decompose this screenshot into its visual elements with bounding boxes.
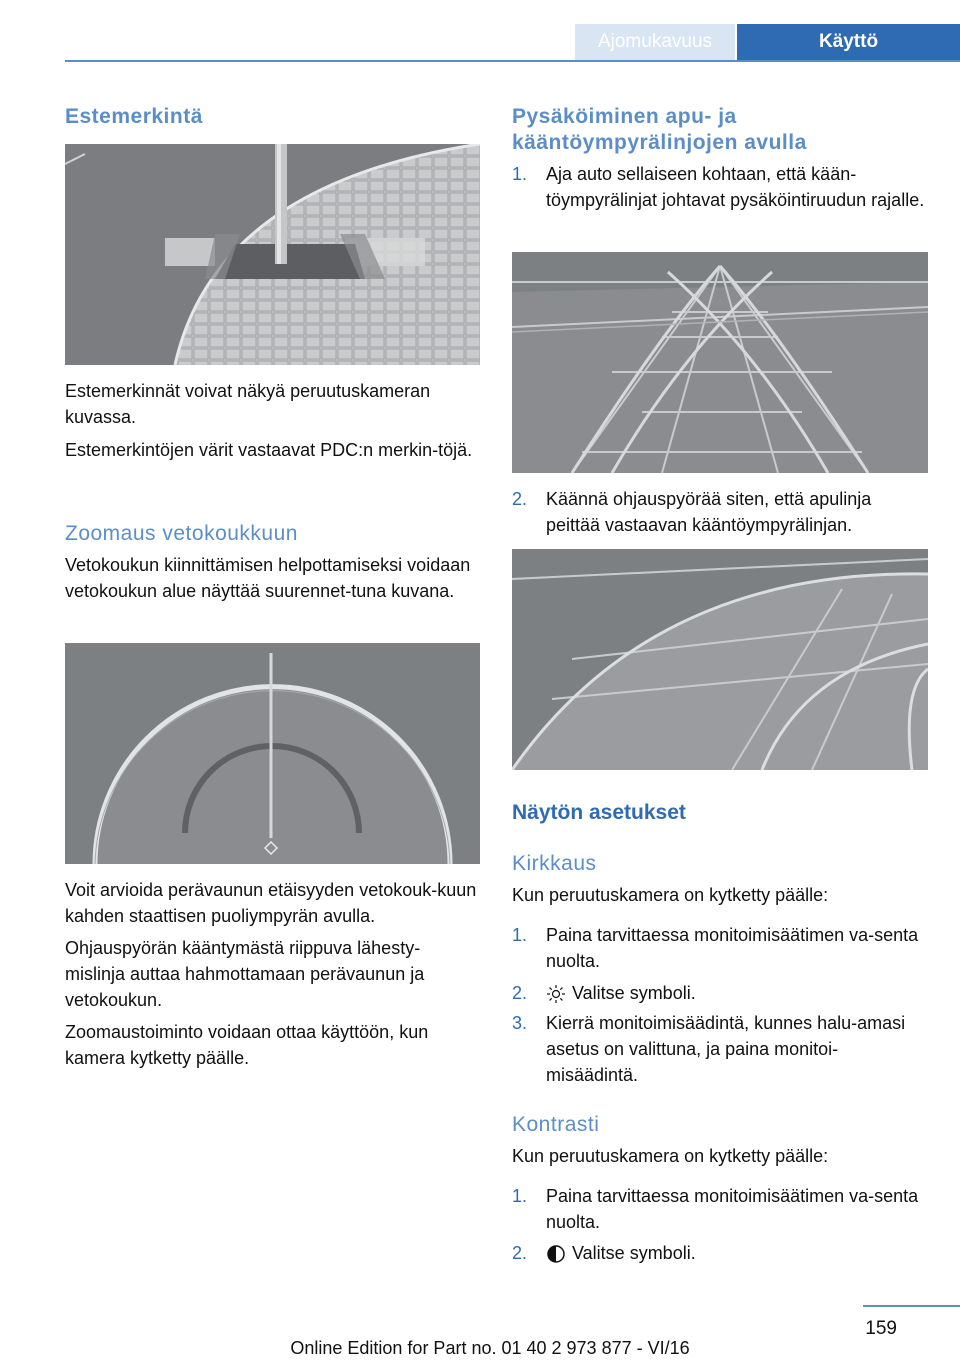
step-2-number: 2. [512, 489, 528, 509]
contrast-step-1 [512, 1183, 928, 1238]
paragraph-5: Ohjauspyörän kääntymästä riippuva lähesty‐mislinja auttaa hahmottamaan perävaunun ja vetokoukun. [65, 938, 425, 1010]
brightness-step-3-text: Kierrä monitoimisäädintä, kunnes halu‐amasi asetus on valittuna, ja paina monitoi‐misäädintä. [546, 1013, 906, 1085]
contrast-intro: Kun peruutuskamera on kytketty päälle: [512, 1146, 829, 1166]
paragraph-2: Estemerkintöjen värit vastaavat PDC:n merkin‐töjä. [65, 440, 473, 460]
obstacle-marking-heading: Estemerkintä [65, 105, 203, 128]
paragraph-4: Voit arvioida perävaunun etäisyyden vetokouk‐kuun kahden staattisen puoliympyrän avulla. [65, 880, 477, 926]
page-number: 159 [865, 1318, 897, 1339]
footer-rule [863, 1305, 960, 1307]
brightness-heading: Kirkkaus [512, 852, 597, 875]
brightness-step-3 [512, 1010, 928, 1090]
brightness-intro: Kun peruutuskamera on kytketty päälle: [512, 885, 829, 905]
header-rule [65, 60, 960, 62]
step-1 [512, 161, 928, 241]
brightness-step-2 [512, 980, 928, 1008]
brightness-step-2-text: Valitse symboli. [572, 983, 696, 1003]
parking-assist-heading: Pysäköiminen apu- ja kääntöympyrälinjojen avulla [512, 105, 807, 154]
contrast-icon [546, 1244, 566, 1264]
overlay-lines-image [512, 549, 928, 770]
header-section-tab: Ajomukavuus [575, 24, 735, 60]
paragraph-1: Estemerkinnät voivat näkyä peruutuskameran kuvassa. [65, 381, 431, 427]
brightness-step-1-number: 1. [512, 925, 528, 945]
obstacle-marking-image [65, 144, 480, 365]
contrast-step-2-number: 2. [512, 1243, 528, 1263]
turning-lines-image [512, 252, 928, 473]
contrast-step-1-number: 1. [512, 1186, 528, 1206]
paragraph-6: Zoomaustoiminto voidaan ottaa käyttöön, kun kamera kytketty päälle. [65, 1022, 429, 1068]
step-2 [512, 486, 928, 541]
brightness-step-2-content [546, 980, 928, 1006]
brightness-step-2-number: 2. [512, 983, 528, 1003]
contrast-heading: Kontrasti [512, 1113, 600, 1136]
step-2-text: Käännä ohjauspyörää siten, että apulinja peittää vastaavan kääntöympyrälinjan. [546, 489, 872, 535]
contrast-step-2-content [546, 1240, 928, 1266]
contrast-step-2-text: Valitse symboli. [572, 1243, 696, 1263]
brightness-step-1 [512, 922, 928, 977]
brightness-icon [546, 984, 566, 1004]
brightness-step-3-number: 3. [512, 1013, 528, 1033]
step-1-text: Aja auto sellaiseen kohtaan, että kään‐töympyrälinjat johtavat pysäköintiruudun rajalle. [546, 164, 925, 210]
footer-edition: Online Edition for Part no. 01 40 2 973 877 - VI/16 [290, 1338, 690, 1358]
header-chapter-tab: Käyttö [737, 24, 960, 60]
hitch-zoom-image [65, 643, 480, 864]
display-settings-heading: Näytön asetukset [512, 801, 686, 824]
paragraph-3: Vetokoukun kiinnittämisen helpottamiseksi voidaan vetokoukun alue näyttää suurennet‐tuna kuvana. [65, 555, 471, 601]
brightness-step-1-text: Paina tarvittaessa monitoimisäätimen va‐senta nuolta. [546, 925, 919, 971]
contrast-step-2 [512, 1240, 928, 1268]
contrast-step-1-text: Paina tarvittaessa monitoimisäätimen va‐senta nuolta. [546, 1186, 919, 1232]
step-1-number: 1. [512, 164, 528, 184]
zoom-heading: Zoomaus vetokoukkuun [65, 522, 298, 545]
